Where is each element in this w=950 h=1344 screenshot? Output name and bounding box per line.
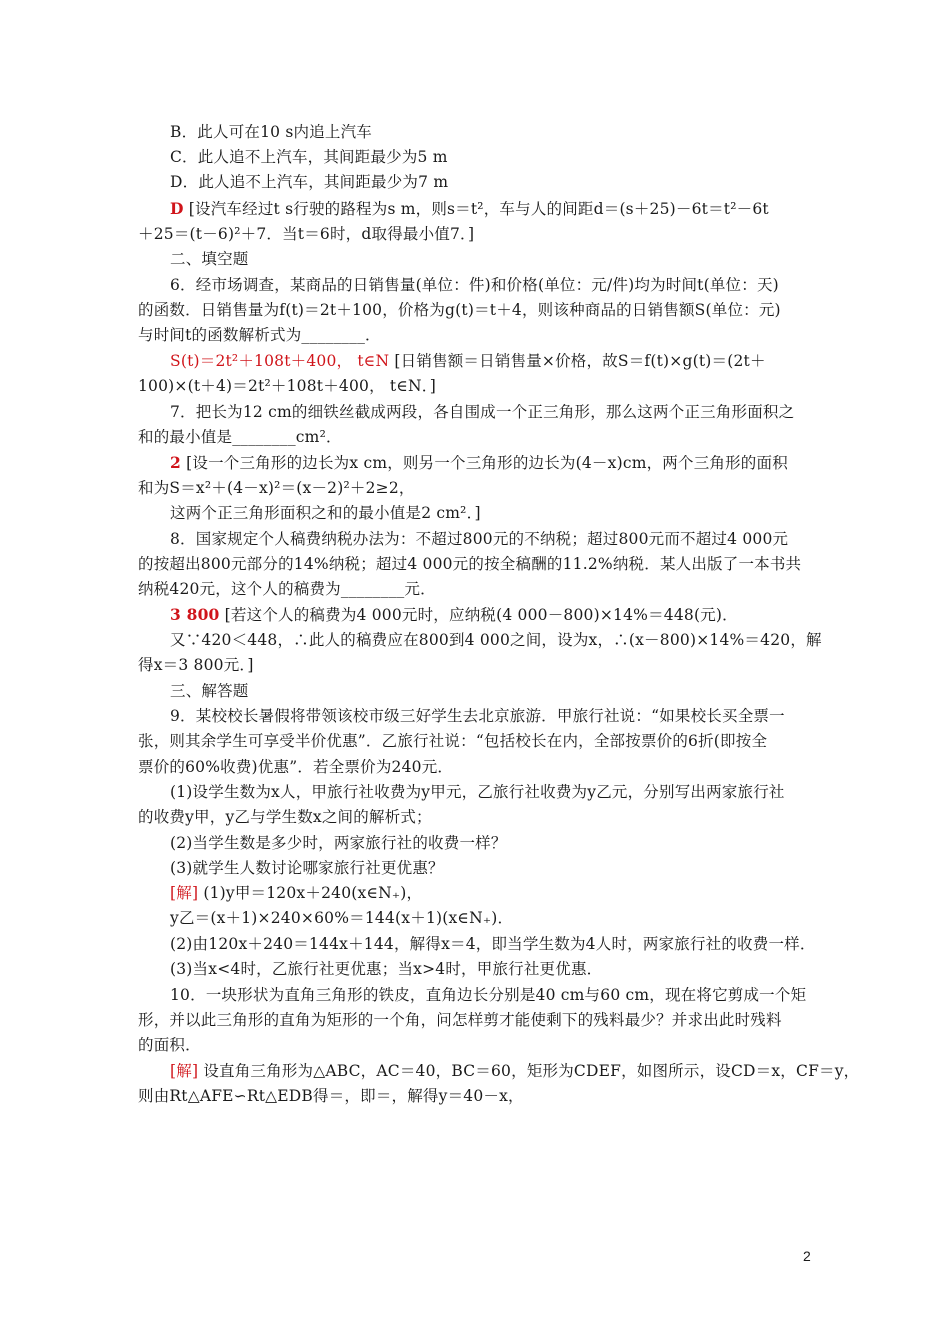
section-fill-blank: 二、填空题: [170, 250, 249, 268]
answer-5: [170, 197, 818, 221]
answer-text: [设汽车经过t s行驶的路程为s m，则s＝t²，车与人的间距d＝(s＋25)－6t＝t²－6t: [183, 200, 769, 218]
question-9-line3: 票价的60%收费)优惠”．若全票价为240元．: [138, 758, 454, 776]
question-6-line3: 与时间t的函数解析式为________．: [138, 326, 381, 344]
question-9-part1-line2: 的收费y甲，y乙与学生数x之间的解析式；: [138, 808, 432, 826]
question-7: 7．把长为12 cm的细铁丝截成两段，各自围成一个正三角形，那么这两个正三角形面积之: [170, 403, 795, 421]
question-8: 8．国家规定个人稿费纳税办法为：不超过800元的不纳税；超过800元而不超过4 000元: [170, 530, 789, 548]
question-9-part2: (2)当学生数是多少时，两家旅行社的收费一样？: [170, 834, 507, 852]
section-solve: 三、解答题: [170, 682, 249, 700]
question-6-line2: 的函数．日销售量为f(t)＝2t＋100，价格为g(t)＝t＋4，则该种商品的日销售额S(单位：元): [138, 301, 781, 319]
solution-9-line4: (3)当x<4时，乙旅行社更优惠；当x>4时，甲旅行社更优惠．: [170, 960, 603, 978]
question-9-line2: 张，则其余学生可享受半价优惠”．乙旅行社说：“包括校长在内，全部按票价的6折(即按全: [138, 732, 768, 750]
solution-10: [170, 1059, 860, 1083]
solution-text: (1)y甲＝120x＋240(x∈N₊)，: [198, 884, 423, 902]
option-c: C．此人追不上汽车，其间距最少为5 m: [170, 148, 448, 166]
question-10-line3: 的面积．: [138, 1036, 201, 1054]
solution-mark: [解]: [170, 1062, 199, 1080]
answer-mark: 2: [170, 453, 181, 472]
question-7-line2: 和的最小值是________cm²．: [138, 428, 342, 446]
answer-mark: D: [170, 199, 184, 218]
question-10-line2: 形，并以此三角形的直角为矩形的一个角，问怎样剪才能使剩下的残料最少？并求出此时残料: [138, 1011, 782, 1029]
page-number: 2: [803, 1248, 811, 1264]
question-9: 9．某校校长暑假将带领该校市级三好学生去北京旅游．甲旅行社说：“如果校长买全票一: [170, 707, 785, 725]
answer-text: [设一个三角形的边长为x cm，则另一个三角形的边长为(4－x)cm，两个三角形的面积: [181, 454, 788, 472]
solution-10-line2: 则由Rt△AFE∽Rt△EDB得＝，即＝，解得y＝40－x，: [138, 1087, 524, 1105]
option-d: D．此人追不上汽车，其间距最少为7 m: [170, 173, 449, 191]
answer-7-cont2: 这两个正三角形面积之和的最小值是2 cm²．]: [170, 504, 481, 522]
solution-mark: [解]: [170, 884, 199, 902]
question-8-line2: 的按超出800元部分的14%纳税；超过4 000元的按全稿酬的11.2%纳税．某人出版了一本书共: [138, 555, 802, 573]
question-9-part3: (3)就学生人数讨论哪家旅行社更优惠？: [170, 859, 444, 877]
answer-5-cont: ＋25＝(t－6)²＋7．当t＝6时，d取得最小值7．]: [138, 225, 475, 243]
answer-text: [若这个人的稿费为4 000元时，应纳税(4 000－800)×14%＝448(元)．: [219, 606, 738, 624]
solution-9-line3: (2)由120x＋240＝144x＋144，解得x＝4，即当学生数为4人时，两家旅行社的收费一样．: [170, 935, 816, 953]
answer-8-cont: 又∵420＜448，∴此人的稿费应在800到4 000之间，设为x，∴(x－800)×14%＝420，解: [170, 631, 822, 649]
solution-text: 设直角三角形为△ABC，AC＝40，BC＝60，矩形为CDEF，如图所示，设CD＝x，CF＝y，: [198, 1062, 860, 1080]
answer-mark: 3 800: [170, 605, 220, 624]
question-8-line3: 纳税420元，这个人的稿费为________元．: [138, 580, 436, 598]
answer-6: [170, 349, 818, 373]
solution-9-line2: y乙＝(x＋1)×240×60%＝144(x＋1)(x∈N₊)．: [170, 909, 514, 927]
answer-text: [日销售额＝日销售量×价格，故S＝f(t)×g(t)＝(2t＋: [389, 352, 766, 370]
answer-mark: S(t)＝2t²＋108t＋400， t∈N: [170, 352, 390, 370]
answer-8: [170, 603, 818, 627]
solution-9: [170, 881, 818, 905]
question-9-part1: (1)设学生数为x人，甲旅行社收费为y甲元，乙旅行社收费为y乙元，分别写出两家旅行社: [170, 783, 785, 801]
answer-8-cont2: 得x＝3 800元．]: [138, 656, 254, 674]
answer-6-cont: 100)×(t＋4)＝2t²＋108t＋400， t∈N．]: [138, 377, 436, 395]
option-b: B．此人可在10 s内追上汽车: [170, 123, 372, 141]
answer-7: [170, 451, 818, 475]
answer-7-cont: 和为S＝x²＋(4－x)²＝(x－2)²＋2≥2，: [138, 479, 415, 497]
question-10: 10．一块形状为直角三角形的铁皮，直角边长分别是40 cm与60 cm，现在将它剪成一个矩: [170, 986, 807, 1004]
question-6: 6．经市场调查，某商品的日销售量(单位：件)和价格(单位：元/件)均为时间t(单位：天): [170, 276, 779, 294]
